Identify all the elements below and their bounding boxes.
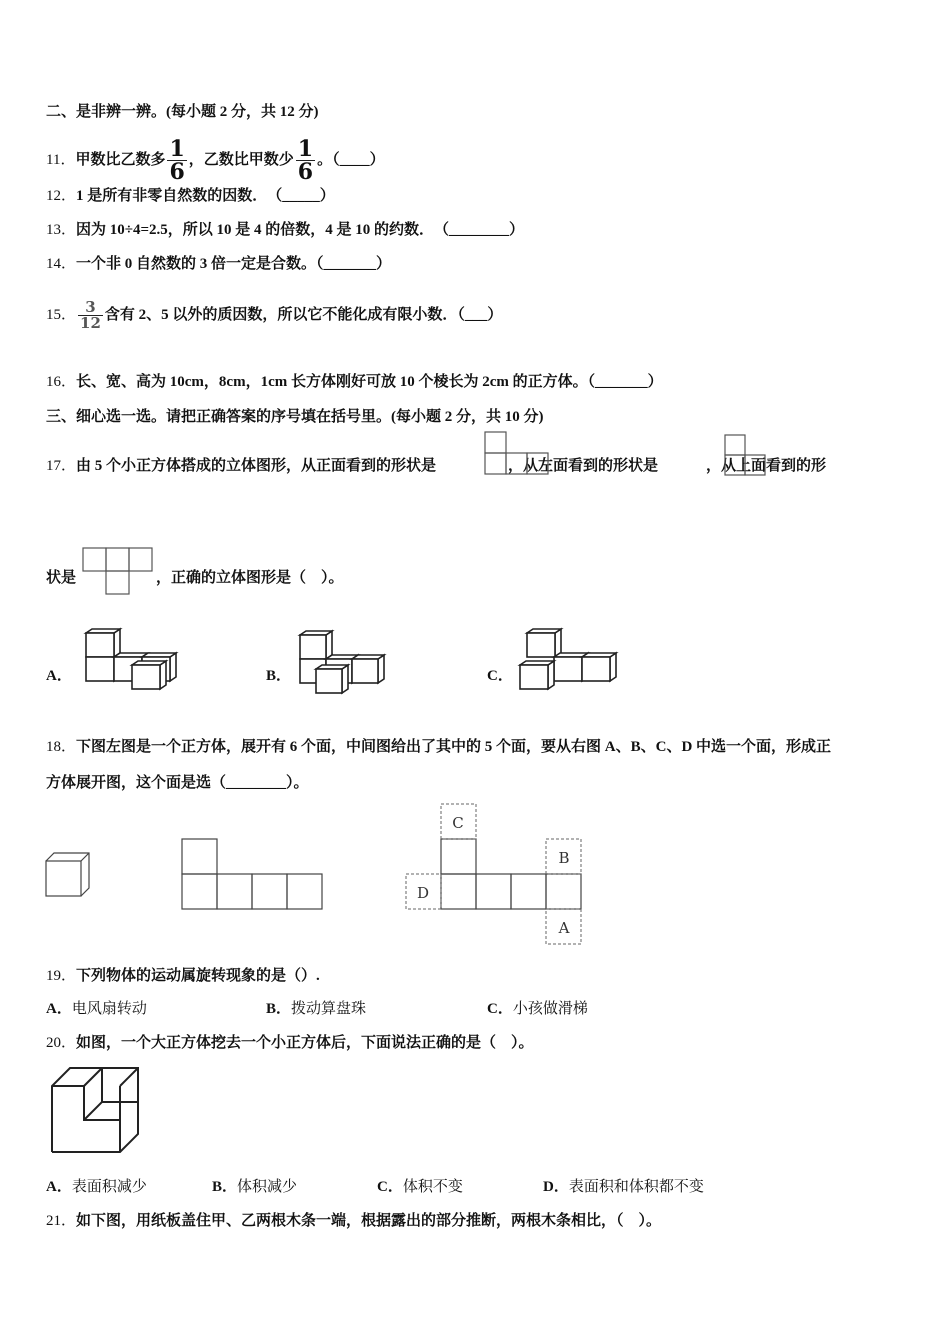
q17-option-b-label[interactable]: B．: [266, 668, 292, 684]
question-14: 14．一个非 0 自然数的 3 倍一定是合数。（_______）: [46, 256, 392, 272]
q18-cube-diagram: [45, 852, 93, 898]
q18-face-a-label[interactable]: A: [558, 919, 570, 937]
question-12: 12．1 是所有非零自然数的因数． （_____）: [46, 188, 335, 204]
question-17-line-2: 状是 ，正确的立体图形是（ ）。: [46, 570, 344, 586]
section-3-heading: 三、细心选一选。请把正确答案的序号填在括号里。(每小题 2 分，共 10 分): [46, 409, 544, 425]
q20-option-c[interactable]: C．体积不变: [377, 1179, 463, 1195]
q19-option-c[interactable]: C．小孩做滑梯: [487, 1001, 588, 1017]
section-2-heading: 二、是非辨一辨。(每小题 2 分，共 12 分): [46, 104, 319, 120]
question-15: 15． $\frac{3}{12}$ 含有 2、5 以外的质因数，所以它不能化成有限小数．（___）: [46, 298, 503, 332]
q11-number: 11．: [46, 151, 76, 168]
q17-option-b-cube-figure[interactable]: [298, 630, 388, 696]
q17-option-a-label[interactable]: A．: [46, 668, 72, 684]
q17-front-view-diagram: [484, 431, 550, 477]
q11-fraction-1: $\frac{1}{6}$: [169, 136, 185, 185]
q11-fraction-2: $\frac{1}{6}$: [297, 136, 314, 185]
q18-candidate-faces-net: [404, 803, 586, 949]
question-11: [46, 138, 385, 183]
q17-left-view-diagram: [724, 434, 768, 478]
q18-face-c-label[interactable]: C: [452, 814, 464, 832]
q18-face-d-label[interactable]: D: [416, 884, 430, 902]
question-16: 16．长、宽、高为 10cm，8cm，1cm 长方体刚好可放 10 个棱长为 2cm 的正方体。（_______）: [46, 374, 663, 390]
q19-option-b[interactable]: B．拨动算盘珠: [266, 1001, 367, 1017]
question-13: 13．因为 10÷4=2.5，所以 10 是 4 的倍数，4 是 10 的约数． （________）: [46, 222, 525, 238]
q15-fraction: $\frac{3}{12}$: [80, 298, 101, 332]
q11-text-b: ，乙数比甲数少: [188, 151, 294, 168]
question-21: 21．如下图，用纸板盖住甲、乙两根木条一端，根据露出的部分推断，两根木条相比，（ ）。: [46, 1213, 662, 1229]
q18-five-face-net: [181, 838, 325, 912]
q20-option-a[interactable]: A．表面积减少: [46, 1179, 147, 1195]
q17-top-view-diagram: [82, 547, 154, 597]
question-17-line-1: 17．由 5 个小正方体搭成的立体图形，从正面看到的形状是 ，从左面看到的形状是 ，从上面看到的形: [46, 458, 827, 474]
q19-option-a[interactable]: A．电风扇转动: [46, 1001, 147, 1017]
q17-option-c-label[interactable]: C．: [487, 668, 513, 684]
q11-text-c: 。（____）: [317, 151, 385, 168]
q20-option-d[interactable]: D．表面积和体积都不变: [543, 1179, 704, 1195]
q18-face-b-label[interactable]: B: [558, 849, 570, 867]
q11-text-a: 甲数比乙数多: [75, 151, 166, 168]
q20-cube-with-cutout-diagram: [50, 1066, 142, 1154]
question-18-line-1: 18．下图左图是一个正方体，展开有 6 个面，中间图给出了其中的 5 个面，要从右图 A、B、C、D 中选一个面，形成正: [46, 739, 832, 755]
question-18-line-2: 方体展开图，这个面是选（________）。: [46, 775, 309, 791]
question-19: 19．下列物体的运动属旋转现象的是（）.: [46, 968, 320, 984]
q20-option-b[interactable]: B．体积减少: [212, 1179, 298, 1195]
q17-option-c-cube-figure[interactable]: [518, 628, 620, 692]
q17-option-a-cube-figure[interactable]: [84, 628, 180, 692]
question-20: 20．如图，一个大正方体挖去一个小正方体后，下面说法正确的是（ ）。: [46, 1035, 534, 1051]
